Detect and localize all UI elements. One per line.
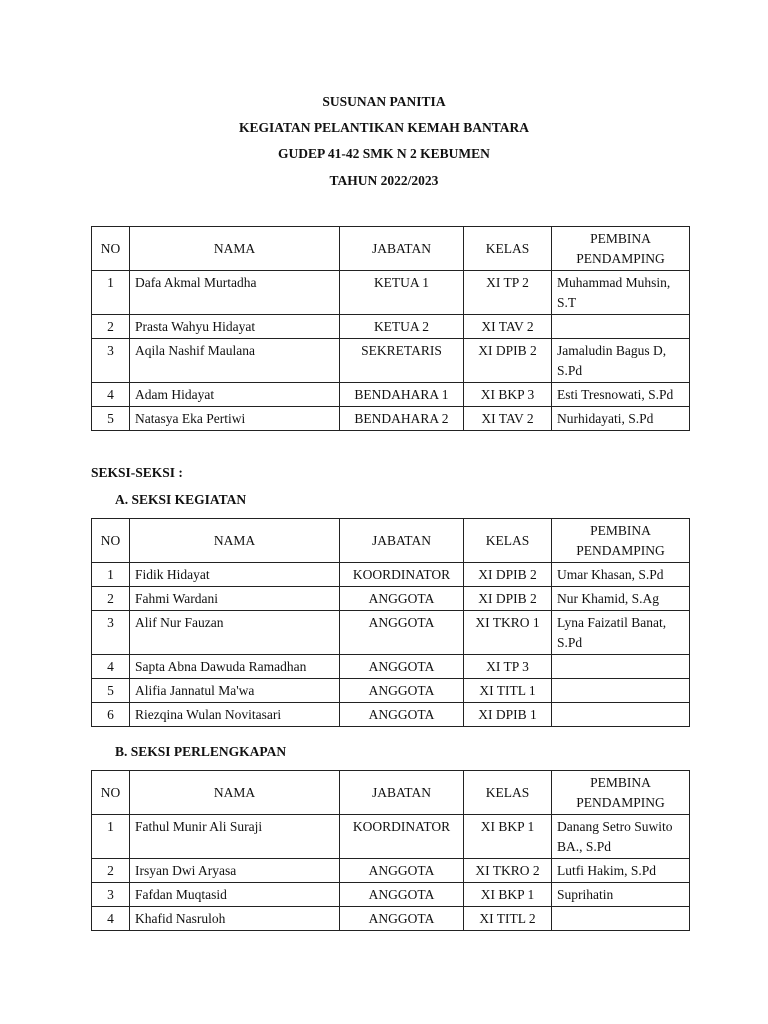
cell-kelas: XI TAV 2 (464, 407, 552, 431)
col-nama: NAMA (130, 227, 340, 271)
cell-pembina: Nurhidayati, S.Pd (552, 407, 690, 431)
cell-nama: Prasta Wahyu Hidayat (130, 315, 340, 339)
cell-no: 3 (92, 339, 130, 383)
cell-no: 4 (92, 907, 130, 931)
doc-title-line2: KEGIATAN PELANTIKAN KEMAH BANTARA (239, 120, 529, 135)
cell-no: 4 (92, 383, 130, 407)
cell-jabatan: ANGGOTA (340, 883, 464, 907)
cell-jabatan: ANGGOTA (340, 611, 464, 655)
cell-no: 1 (92, 563, 130, 587)
cell-pembina: Jamaludin Bagus D, S.Pd (552, 339, 690, 383)
table-row (92, 587, 690, 611)
col-jabatan: JABATAN (340, 771, 464, 815)
cell-pembina: Suprihatin (552, 883, 690, 907)
table-row (92, 315, 690, 339)
committee-core-table (91, 226, 690, 431)
cell-pembina (552, 907, 690, 931)
cell-pembina: Esti Tresnowati, S.Pd (552, 383, 690, 407)
cell-nama: Fidik Hidayat (130, 563, 340, 587)
cell-pembina: Lyna Faizatil Banat, S.Pd (552, 611, 690, 655)
table-row (92, 563, 690, 587)
cell-jabatan: ANGGOTA (340, 587, 464, 611)
table-row (92, 611, 690, 655)
cell-kelas: XI TP 2 (464, 271, 552, 315)
table-row (92, 907, 690, 931)
cell-kelas: XI TP 3 (464, 655, 552, 679)
table-row (92, 703, 690, 727)
col-kelas: KELAS (464, 519, 552, 563)
cell-kelas: XI TITL 1 (464, 679, 552, 703)
cell-kelas: XI DPIB 1 (464, 703, 552, 727)
col-nama: NAMA (130, 519, 340, 563)
table-row (92, 859, 690, 883)
col-kelas: KELAS (464, 227, 552, 271)
cell-jabatan: KETUA 1 (340, 271, 464, 315)
cell-no: 5 (92, 407, 130, 431)
table-row (92, 339, 690, 383)
cell-pembina (552, 655, 690, 679)
cell-no: 1 (92, 271, 130, 315)
col-no: NO (92, 771, 130, 815)
cell-kelas: XI DPIB 2 (464, 587, 552, 611)
cell-jabatan: ANGGOTA (340, 907, 464, 931)
col-jabatan: JABATAN (340, 519, 464, 563)
cell-no: 2 (92, 315, 130, 339)
col-nama: NAMA (130, 771, 340, 815)
doc-title-line3: GUDEP 41-42 SMK N 2 KEBUMEN (278, 146, 490, 161)
cell-nama: Fafdan Muqtasid (130, 883, 340, 907)
cell-kelas: XI TKRO 2 (464, 859, 552, 883)
doc-title-line4: TAHUN 2022/2023 (329, 173, 439, 188)
cell-kelas: XI DPIB 2 (464, 339, 552, 383)
seksi-label: SEKSI-SEKSI : (91, 465, 183, 480)
cell-nama: Irsyan Dwi Aryasa (130, 859, 340, 883)
col-no: NO (92, 519, 130, 563)
cell-kelas: XI BKP 1 (464, 815, 552, 859)
cell-nama: Sapta Abna Dawuda Ramadhan (130, 655, 340, 679)
cell-jabatan: ANGGOTA (340, 679, 464, 703)
cell-jabatan: ANGGOTA (340, 703, 464, 727)
cell-jabatan: ANGGOTA (340, 655, 464, 679)
cell-kelas: XI DPIB 2 (464, 563, 552, 587)
table-body (92, 563, 690, 727)
cell-kelas: XI TITL 2 (464, 907, 552, 931)
cell-jabatan: SEKRETARIS (340, 339, 464, 383)
cell-jabatan: ANGGOTA (340, 859, 464, 883)
cell-pembina: Nur Khamid, S.Ag (552, 587, 690, 611)
cell-nama: Natasya Eka Pertiwi (130, 407, 340, 431)
section-b-title: B. SEKSI PERLENGKAPAN (115, 744, 287, 759)
cell-jabatan: KETUA 2 (340, 315, 464, 339)
cell-no: 2 (92, 587, 130, 611)
table-row (92, 655, 690, 679)
cell-nama: Aqila Nashif Maulana (130, 339, 340, 383)
cell-no: 1 (92, 815, 130, 859)
cell-nama: Fathul Munir Ali Suraji (130, 815, 340, 859)
col-no: NO (92, 227, 130, 271)
cell-no: 3 (92, 883, 130, 907)
cell-nama: Alifia Jannatul Ma'wa (130, 679, 340, 703)
table-header-row (92, 771, 690, 815)
cell-nama: Riezqina Wulan Novitasari (130, 703, 340, 727)
cell-nama: Adam Hidayat (130, 383, 340, 407)
cell-no: 4 (92, 655, 130, 679)
seksi-kegiatan-table (91, 518, 690, 727)
cell-jabatan: BENDAHARA 1 (340, 383, 464, 407)
cell-no: 6 (92, 703, 130, 727)
cell-pembina: Danang Setro Suwito BA., S.Pd (552, 815, 690, 859)
cell-jabatan: KOORDINATOR (340, 563, 464, 587)
table-row (92, 883, 690, 907)
seksi-perlengkapan-table (91, 770, 690, 931)
cell-pembina: Lutfi Hakim, S.Pd (552, 859, 690, 883)
col-kelas: KELAS (464, 771, 552, 815)
cell-pembina (552, 315, 690, 339)
cell-pembina: Muhammad Muhsin, S.T (552, 271, 690, 315)
cell-nama: Fahmi Wardani (130, 587, 340, 611)
table-row (92, 679, 690, 703)
col-pembina: PEMBINA PENDAMPING (552, 771, 690, 815)
cell-pembina (552, 679, 690, 703)
table-row (92, 407, 690, 431)
cell-no: 3 (92, 611, 130, 655)
doc-title-line1: SUSUNAN PANITIA (322, 94, 446, 109)
cell-kelas: XI BKP 1 (464, 883, 552, 907)
cell-kelas: XI TKRO 1 (464, 611, 552, 655)
col-jabatan: JABATAN (340, 227, 464, 271)
cell-pembina (552, 703, 690, 727)
table-row (92, 815, 690, 859)
cell-pembina: Umar Khasan, S.Pd (552, 563, 690, 587)
cell-nama: Dafa Akmal Murtadha (130, 271, 340, 315)
cell-kelas: XI BKP 3 (464, 383, 552, 407)
table-body (92, 815, 690, 931)
col-pembina: PEMBINA PENDAMPING (552, 227, 690, 271)
cell-nama: Khafid Nasruloh (130, 907, 340, 931)
cell-jabatan: BENDAHARA 2 (340, 407, 464, 431)
table-body (92, 271, 690, 431)
col-pembina: PEMBINA PENDAMPING (552, 519, 690, 563)
section-a-title: A. SEKSI KEGIATAN (115, 492, 247, 507)
table-header-row (92, 519, 690, 563)
cell-no: 2 (92, 859, 130, 883)
cell-nama: Alif Nur Fauzan (130, 611, 340, 655)
cell-jabatan: KOORDINATOR (340, 815, 464, 859)
table-row (92, 383, 690, 407)
cell-kelas: XI TAV 2 (464, 315, 552, 339)
cell-no: 5 (92, 679, 130, 703)
table-row (92, 271, 690, 315)
table-header-row (92, 227, 690, 271)
